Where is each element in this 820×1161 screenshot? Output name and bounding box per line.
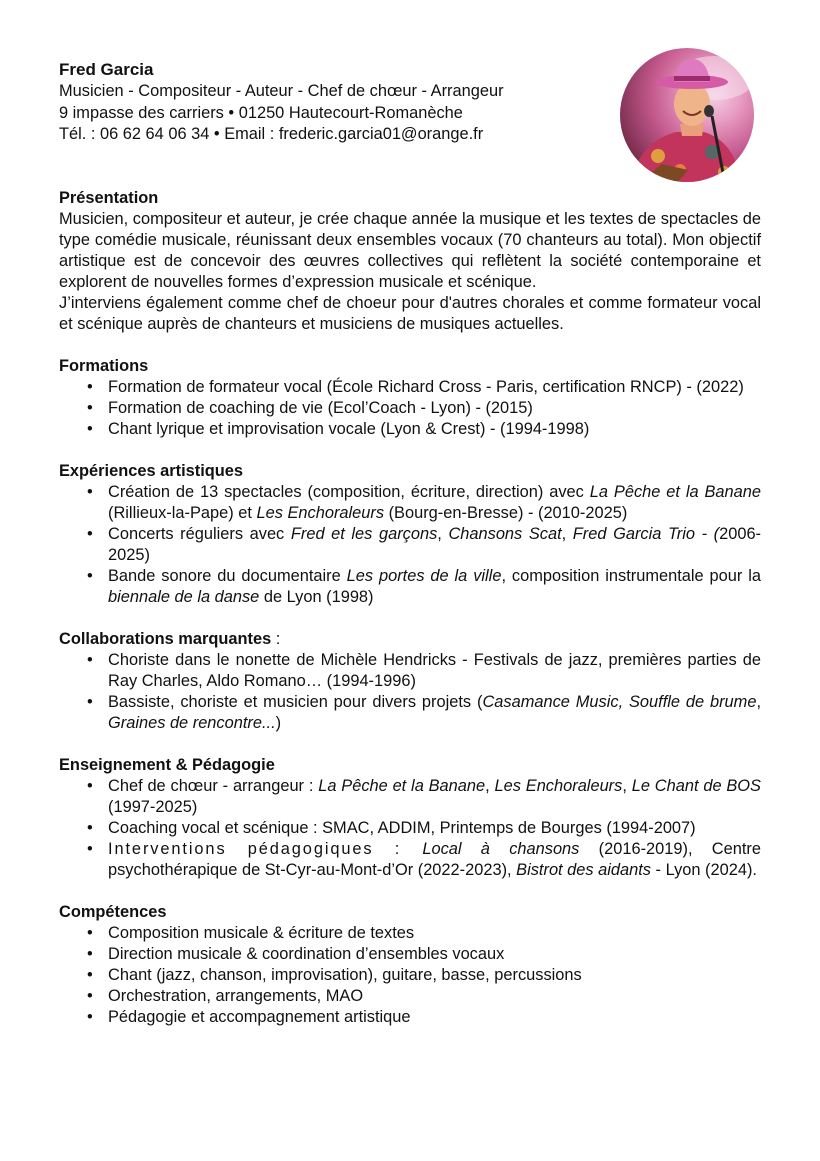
presentation-title: Présentation (59, 189, 159, 207)
band-name: Fred Garcia Trio - ( (572, 525, 720, 543)
list-item (59, 524, 761, 566)
venue-name: Bistrot des aidants (516, 861, 651, 879)
presentation-section (59, 188, 761, 335)
list-item (59, 839, 761, 881)
choir-name: La Pêche et la Banane (318, 777, 486, 795)
experiences-list (59, 482, 761, 608)
show-name: La Pêche et la Banane (589, 483, 762, 501)
list-item: • Orchestration, arrangements, MAO (59, 986, 761, 1007)
text-span: Interventions pédagogiques : (108, 840, 423, 858)
list-item: • Composition musicale & écriture de textes (59, 923, 761, 944)
text-span: ) (275, 714, 282, 732)
film-title: Les portes de la ville (346, 567, 502, 585)
roles-line: Musicien - Compositeur - Auteur - Chef de chœur - Arrangeur (59, 82, 504, 100)
text-span: Création de 13 spectacles (composition, écriture, direction) avec (108, 483, 590, 501)
band-name: Fred et les garçons (290, 525, 438, 543)
title-suffix: : (271, 630, 281, 648)
band-name: Chansons Scat (448, 525, 562, 543)
text-span: (1997-2025) (108, 798, 198, 816)
text-span: , (756, 693, 761, 711)
list-item (59, 566, 761, 608)
choir-name: Le Chant de BOS (631, 777, 761, 795)
formations-list (59, 377, 761, 440)
contact-line: Tél. : 06 62 64 06 34 • Email : frederic.garcia01@orange.fr (59, 125, 484, 143)
text-span: Bande sonore du documentaire (108, 567, 347, 585)
portrait-illustration (620, 48, 754, 182)
collaborations-title (59, 629, 761, 650)
text-span: Concerts réguliers avec (108, 525, 291, 543)
enseignement-list (59, 776, 761, 881)
text-span: , composition instrumentale pour la (501, 567, 761, 585)
project-name: Graines de rencontre... (108, 714, 276, 732)
formations-section (59, 356, 761, 440)
list-item (59, 776, 761, 818)
ensemble-name: Les Enchoraleurs (256, 504, 385, 522)
list-item: • Pédagogie et accompagnement artistique (59, 1007, 761, 1028)
cv-header (59, 59, 619, 146)
experiences-title: Expériences artistiques (59, 462, 244, 480)
presentation-paragraph-2: J’interviens également comme chef de choeur pour d'autres chorales et comme formateur vocal et scénique auprès de chanteurs et musiciens de musiques actuelles. (59, 294, 761, 333)
collaborations-list (59, 650, 761, 734)
list-item: • Choriste dans le nonette de Michèle Hendricks - Festivals de jazz, premières parties de Ray Charles, Aldo Romano… (1994-1996) (59, 650, 761, 692)
portrait-photo (620, 48, 754, 182)
experiences-section (59, 461, 761, 608)
event-name: biennale de la danse (108, 588, 260, 606)
text-span: , (485, 777, 495, 795)
person-name: Fred Garcia (59, 60, 154, 79)
enseignement-section (59, 755, 761, 881)
list-item (59, 692, 761, 734)
list-item: • Chant (jazz, chanson, improvisation), guitare, basse, percussions (59, 965, 761, 986)
text-span: de Lyon (1998) (259, 588, 374, 606)
project-name: Casamance Music, Souffle de brume (482, 693, 757, 711)
text-span: 2006-2025) (108, 525, 762, 564)
text-span: , (622, 777, 632, 795)
competences-title: Compétences (59, 903, 167, 921)
text-span: - Lyon (2024). (651, 861, 757, 879)
text-span: Chef de chœur - arrangeur : (108, 777, 319, 795)
cv-content (59, 188, 761, 1049)
list-item: • Direction musicale & coordination d’ensembles vocaux (59, 944, 761, 965)
text-span: , (437, 525, 449, 543)
choir-name: Les Enchoraleurs (494, 777, 623, 795)
address-line: 9 impasse des carriers • 01250 Hautecourt-Romanèche (59, 103, 463, 122)
venue-name: Local à chansons (422, 840, 580, 858)
text-span: (2016-2019), Centre psychothérapique de St-Cyr-au-Mont-d’Or (2022-2023), (108, 840, 761, 879)
list-item: • Chant lyrique et improvisation vocale (Lyon & Crest) - (1994-1998) (59, 419, 761, 440)
collaborations-title-text: Collaborations marquantes (59, 630, 272, 648)
text-span: , (561, 525, 573, 543)
list-item: • Formation de coaching de vie (Ecol’Coach - Lyon) - (2015) (59, 398, 761, 419)
list-item: • Formation de formateur vocal (École Richard Cross - Paris, certification RNCP) - (2022) (59, 377, 761, 398)
competences-list (59, 923, 761, 1028)
list-item: • Coaching vocal et scénique : SMAC, ADDIM, Printemps de Bourges (1994-2007) (59, 818, 761, 839)
text-span: (Rillieux-la-Pape) et (108, 504, 257, 522)
enseignement-title: Enseignement & Pédagogie (59, 756, 275, 774)
collaborations-section (59, 629, 761, 734)
text-span: Bassiste, choriste et musicien pour divers projets ( (108, 693, 483, 711)
text-span: (Bourg-en-Bresse) - (2010-2025) (384, 504, 628, 522)
list-item (59, 482, 761, 524)
presentation-paragraph-1: Musicien, compositeur et auteur, je crée chaque année la musique et les textes de spectacles de type comédie musicale, réunissant deux ensembles vocaux (70 chanteurs au total). Mon objectif artistique est de concevoir des œuvres collectives qui reflètent la société contemporaine et explorent de nouvelles formes d’expression musicale et scénique. (59, 210, 761, 291)
competences-section (59, 902, 761, 1028)
formations-title: Formations (59, 357, 149, 375)
